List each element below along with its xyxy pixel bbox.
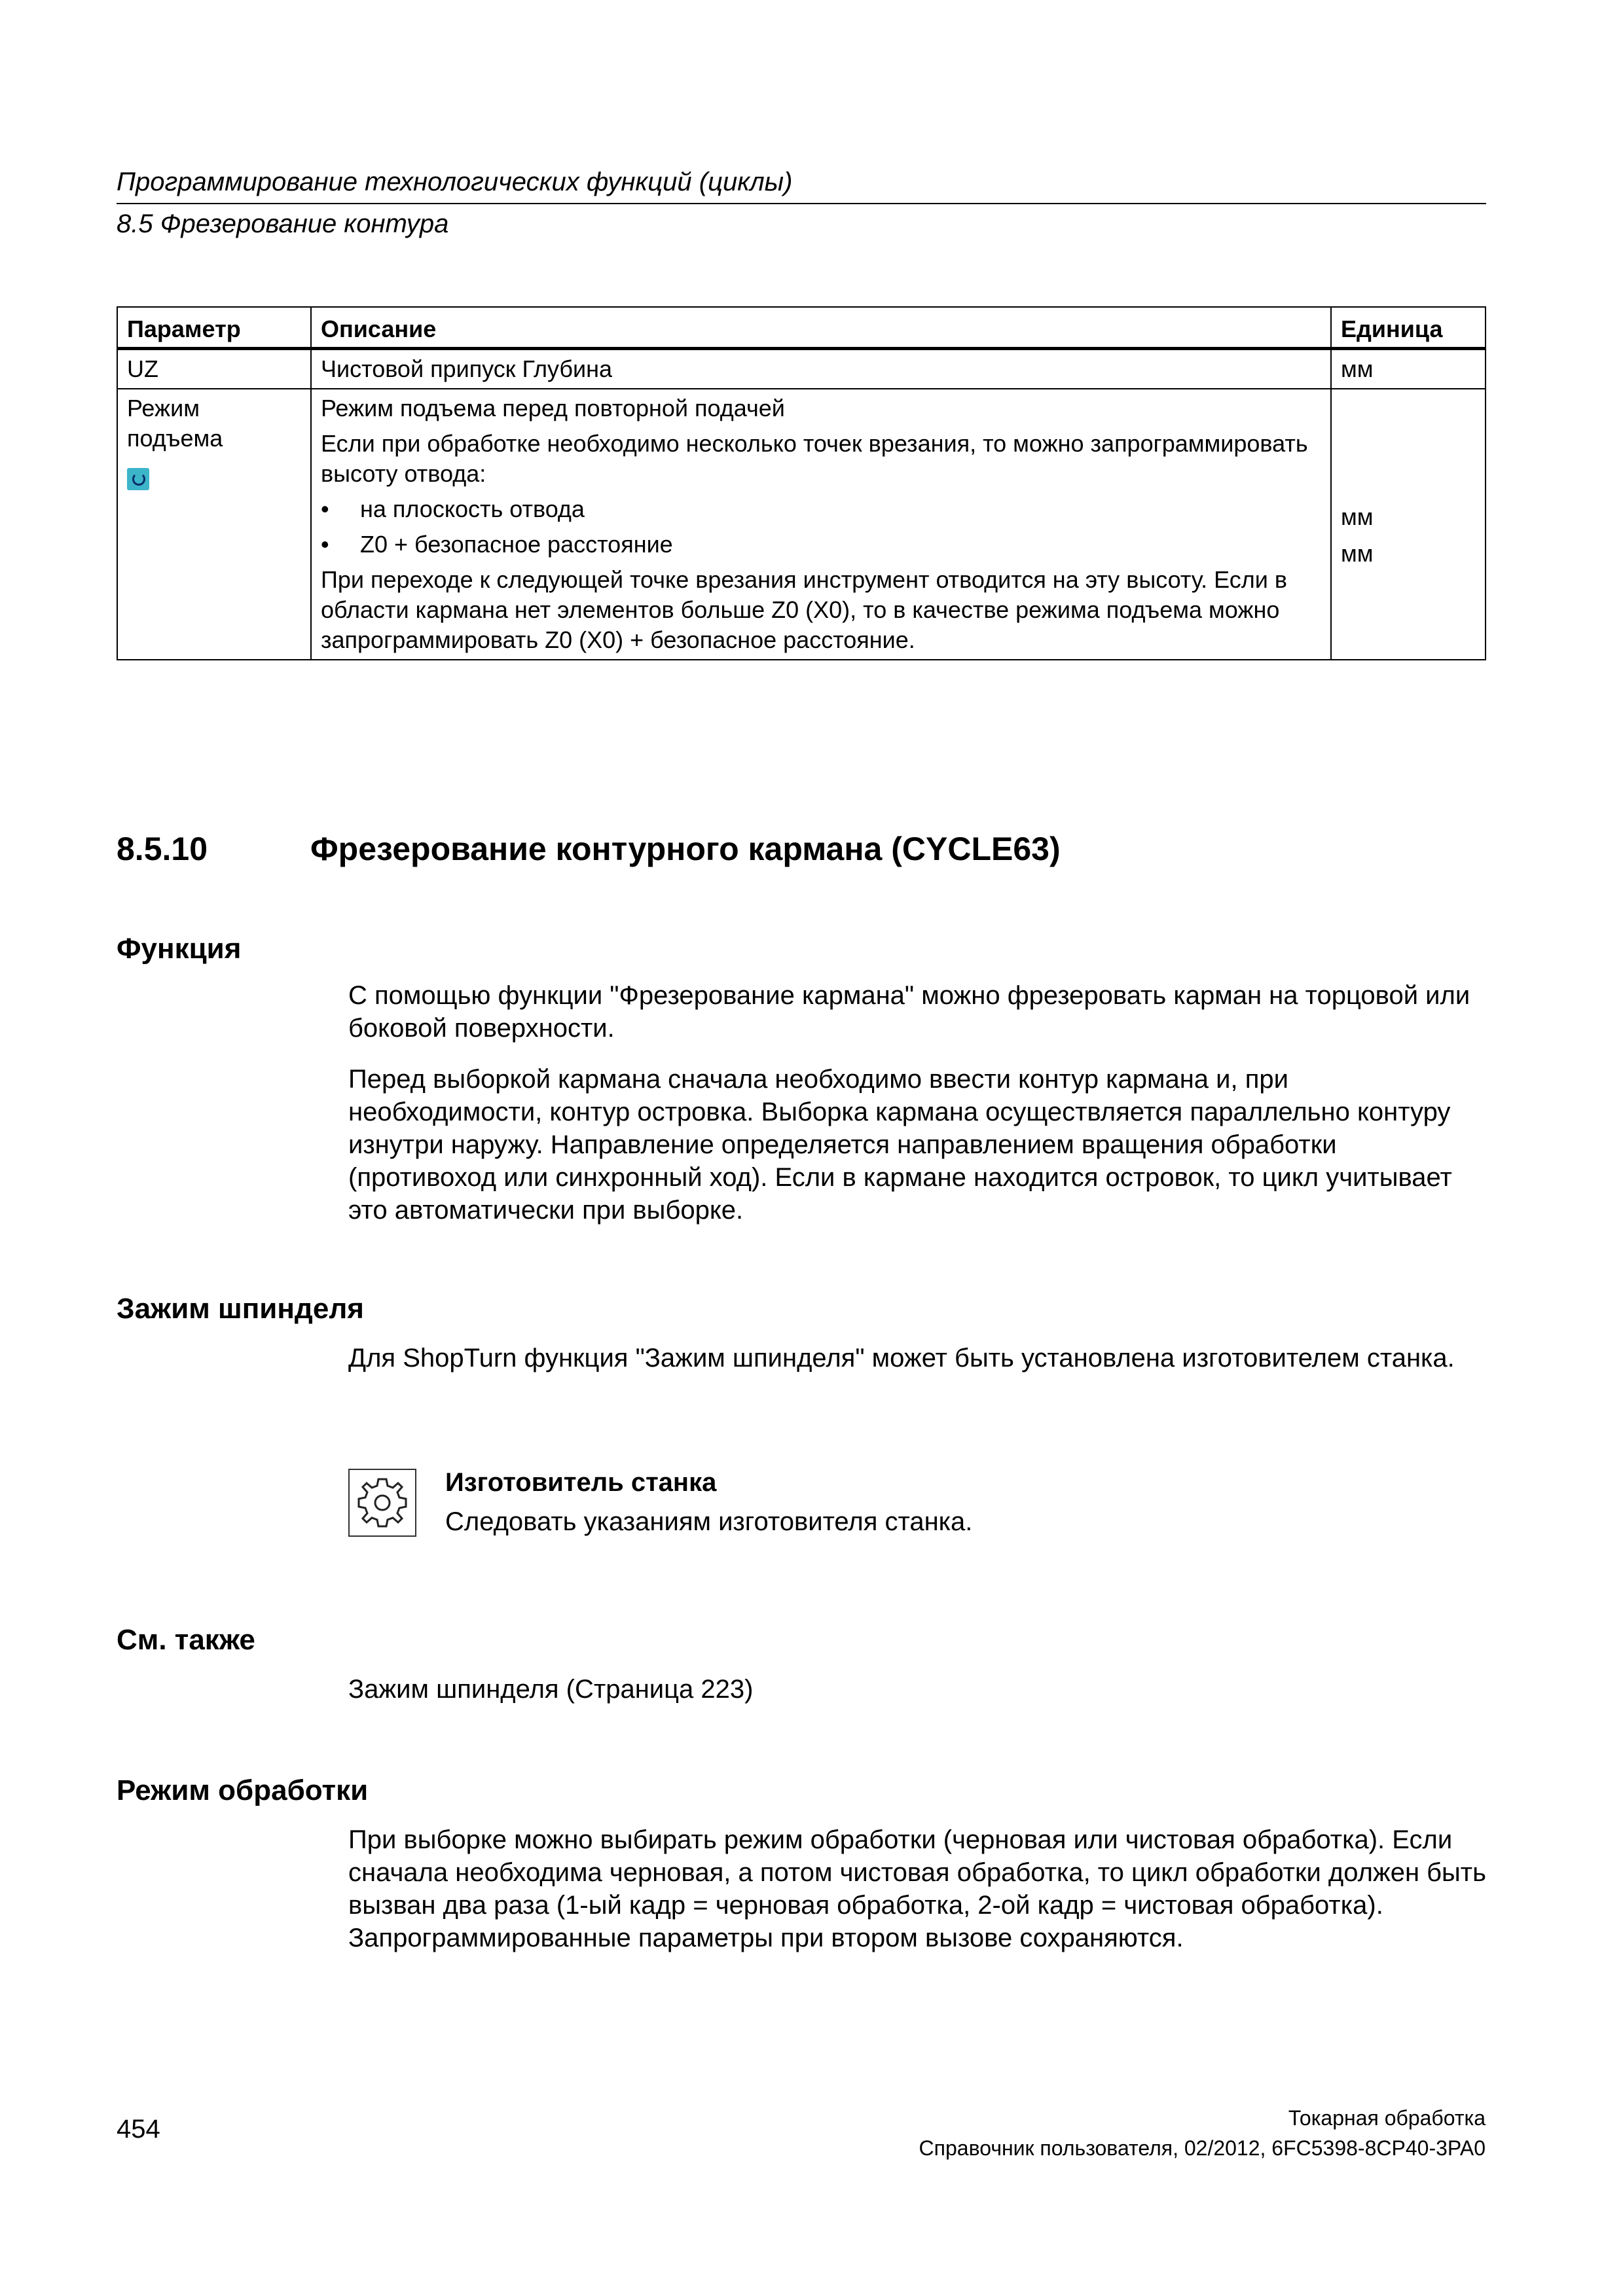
note-title: Изготовитель станка — [445, 1468, 717, 1497]
page-number: 454 — [117, 2115, 160, 2144]
footer-doc-ref: Справочник пользователя, 02/2012, 6FC5398-8CP40-3PA0 — [919, 2136, 1486, 2160]
heading-machining-mode: Режим обработки — [117, 1774, 369, 1806]
section-heading — [117, 826, 1061, 872]
retract-mode-icon — [127, 468, 149, 490]
section-title: Фрезерование контурного кармана (CYCLE63) — [310, 831, 1061, 867]
list-item — [321, 529, 1321, 560]
column-header-description: Описание — [311, 307, 1331, 349]
gear-icon — [348, 1469, 416, 1537]
param-cell — [117, 389, 311, 660]
heading-see-also: См. также — [117, 1624, 255, 1656]
paragraph: При выборке можно выбирать режим обработки (черновая или чистовая обработка). Если сначала необходима черновая, а потом чистовая обработка, то цикл обработки должен быть вызван два раза (1-ый кадр = черновая обработка, 2-ой кадр = чистовая обработка). Запрограммированные параметры при втором вызове сохраняются. — [348, 1825, 1486, 1952]
section-number: 8.5.10 — [117, 831, 208, 867]
list-item — [321, 494, 1321, 524]
table-row — [117, 349, 1486, 389]
bullet-text: на плоскость отвода — [360, 495, 585, 522]
unit-cell — [1331, 389, 1486, 660]
desc-cell — [311, 389, 1331, 660]
param-cell: UZ — [117, 349, 311, 389]
bullet-text: Z0 + безопасное расстояние — [360, 531, 673, 558]
heading-spindle-clamp: Зажим шпинделя — [117, 1293, 364, 1325]
unit-cell: мм — [1331, 349, 1486, 389]
unit-value: мм — [1341, 540, 1374, 567]
header-rule — [117, 203, 1486, 204]
column-header-unit: Единица — [1331, 307, 1486, 349]
bullet-icon: • — [321, 495, 329, 522]
note-text: Следовать указаниям изготовителя станка. — [445, 1507, 973, 1536]
unit-value: мм — [1341, 503, 1374, 530]
column-header-parameter: Параметр — [117, 307, 311, 349]
page-header — [117, 164, 1486, 242]
desc-line: Режим подъема перед повторной подачей — [321, 395, 785, 422]
desc-line: Если при обработке необходимо несколько точек врезания, то можно запрограммировать высоту отвода: — [321, 430, 1308, 487]
see-also-link[interactable]: Зажим шпинделя (Страница 223) — [348, 1675, 754, 1704]
parameter-table — [117, 306, 1486, 660]
param-label: Режим подъема — [127, 395, 223, 452]
chapter-title: Программирование технологических функций (циклы) — [117, 168, 793, 196]
heading-function: Функция — [117, 933, 242, 965]
desc-line: При переходе к следующей точке врезания инструмент отводится на эту высоту. Если в области кармана нет элементов больше Z0 (X0), то в качестве режима подъема можно запрограммировать Z0 (X0) + безопасное расстояние. — [321, 566, 1287, 653]
desc-cell: Чистовой припуск Глубина — [311, 349, 1331, 389]
paragraph: Для ShopTurn функция "Зажим шпинделя" может быть установлена изготовителем станка. — [348, 1344, 1455, 1372]
paragraph: С помощью функции "Фрезерование кармана" можно фрезеровать карман на торцовой или боковой поверхности. — [348, 981, 1470, 1043]
bullet-icon: • — [321, 531, 329, 558]
table-header-row — [117, 307, 1486, 349]
paragraph: Перед выборкой кармана сначала необходимо ввести контур кармана и, при необходимости, контур островка. Выборка кармана осуществляется параллельно контуру изнутри наружу. Направление определяется направлением вращения обработки (противоход или синхронный ход). Если в кармане находится островок, то цикл учитывает это автоматически при выборке. — [348, 1065, 1452, 1225]
table-row — [117, 389, 1486, 660]
section-subtitle: 8.5 Фрезерование контура — [117, 209, 449, 238]
footer-doc-title: Токарная обработка — [1288, 2106, 1486, 2130]
